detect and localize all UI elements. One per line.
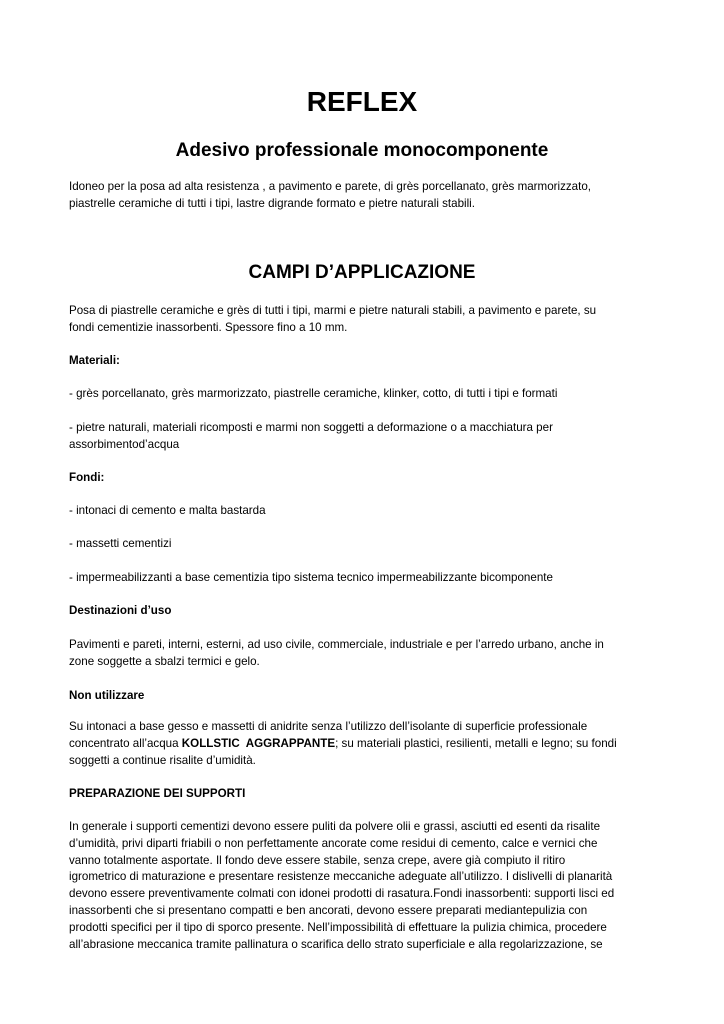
non-utilizzare-paragraph xyxy=(69,719,617,769)
materiali-heading: Materiali: xyxy=(69,354,120,367)
section-heading: CAMPI D’APPLICAZIONE xyxy=(248,262,476,283)
text-line: soggetti a continue risalite d’umidità. xyxy=(69,753,256,767)
text-line: vanno totalmente asportate. Il fondo deve essere stabile, senza crepe, avere già compiuto il ritiro xyxy=(69,853,566,867)
text-line: fondi cementizie inassorbenti. Spessore fino a 10 mm. xyxy=(69,320,348,334)
text-line: inassorbenti che si presentano compatti e ben ancorati, devono essere preparati mediantepulizia con xyxy=(69,903,588,917)
text-line: - pietre naturali, materiali ricomposti e marmi non soggetti a deformazione o a macchiatura per xyxy=(69,421,553,434)
text-line: In generale i supporti cementizi devono essere puliti da polvere olii e grassi, asciutti ed esenti da risalite xyxy=(69,820,601,833)
text-line: Su intonaci a base gesso e massetti di anidrite senza l’utilizzo dell’isolante di superficie professionale xyxy=(69,720,588,733)
text-line: prodotti specifici per il tipo di sporco presente. Nell’impossibilità di effettuare la pulizia chimica, procedere xyxy=(69,920,607,934)
destinazioni-heading: Destinazioni d’uso xyxy=(69,604,172,617)
fondi-item: - impermeabilizzanti a base cementizia tipo sistema tecnico impermeabilizzante bicomponente xyxy=(69,571,553,584)
text-line: d’umidità, privi diparti friabili o non perfettamente ancorate come residui di cemento, calce e vernici che xyxy=(69,836,598,850)
text-line: Idoneo per la posa ad alta resistenza , a pavimento e parete, di grès porcellanato, grès marmorizzato, xyxy=(69,180,592,193)
text-line: igrometrico di maturazione e presentare resistenze meccaniche adeguate all’utilizzo. I dislivelli di planarità xyxy=(69,870,613,884)
text-line: devono essere preventivamente colmati con idonei prodotti di rasatura.Fondi inassorbenti: supporti lisci ed xyxy=(69,887,615,901)
text-line: Pavimenti e pareti, interni, esterni, ad uso civile, commerciale, industriale e per l’arredo urbano, anche in xyxy=(69,638,604,651)
document-subtitle: Adesivo professionale monocomponente xyxy=(175,140,549,161)
product-name: KOLLSTIC AGGRAPPANTE xyxy=(181,736,336,750)
text-line: Posa di piastrelle ceramiche e grès di tutti i tipi, marmi e pietre naturali stabili, a pavimento e parete, su xyxy=(69,304,597,317)
materiali-item xyxy=(69,420,553,454)
document-title: REFLEX xyxy=(306,86,418,117)
text-line: piastrelle ceramiche di tutti i tipi, lastre digrande formato e pietre naturali stabili. xyxy=(69,196,475,210)
text-line: zone soggette a sbalzi termici e gelo. xyxy=(69,654,260,668)
fondi-item: - intonaci di cemento e malta bastarda xyxy=(69,504,266,517)
preparazione-paragraph xyxy=(69,819,614,953)
intro-paragraph xyxy=(69,179,591,213)
non-utilizzare-heading: Non utilizzare xyxy=(69,689,145,702)
text-line: all’abrasione meccanica tramite pallinatura o scarifica dello strato superficiale e alla regolarizzazione, se xyxy=(69,937,603,951)
destinazioni-paragraph xyxy=(69,637,604,671)
materiali-item: - grès porcellanato, grès marmorizzato, piastrelle ceramiche, klinker, cotto, di tutti i tipi e formati xyxy=(69,387,558,400)
text-line xyxy=(69,736,617,753)
preparazione-heading: PREPARAZIONE DEI SUPPORTI xyxy=(69,787,246,800)
fondi-heading: Fondi: xyxy=(69,471,105,484)
text-line: assorbimentod’acqua xyxy=(69,437,180,451)
text-segment: concentrato all’acqua xyxy=(69,736,182,750)
fondi-item: - massetti cementizi xyxy=(69,537,172,550)
posa-paragraph xyxy=(69,303,596,337)
text-segment: ; su materiali plastici, resilienti, metalli e legno; su fondi xyxy=(335,736,617,750)
